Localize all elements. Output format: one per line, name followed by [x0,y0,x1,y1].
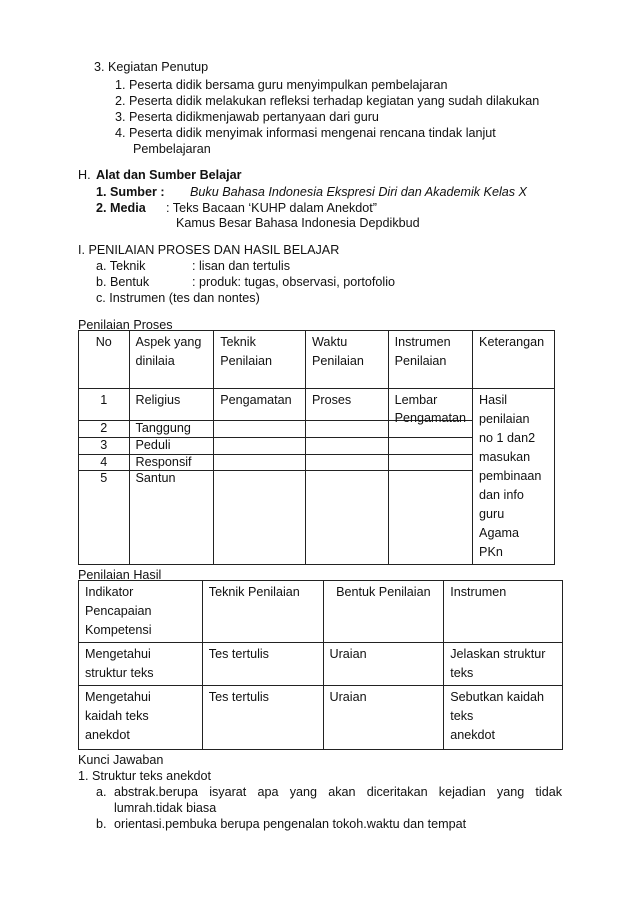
kunci-title: Kunci Jawaban [78,753,164,767]
header-keterangan: Keterangan [473,331,555,389]
hasil-header-row [79,581,563,643]
section-h-title: Alat dan Sumber Belajar [96,168,242,182]
row-empty [388,437,472,454]
row-empty [214,454,306,471]
penutup-heading: 3. Kegiatan Penutup [94,60,209,74]
header-teknik-penilaian: Teknik Penilaian [202,581,323,643]
cell-teknik: Tes tertulis [202,686,323,750]
sumber-value: Buku Bahasa Indonesia Ekspresi Diri dan Akademik Kelas X [190,185,527,199]
header-indikator: Indikator Pencapaian Kompetensi [79,581,203,643]
row-empty [306,454,389,471]
header-aspek: Aspek yang dinilaia [129,331,214,389]
penutup-item-1: 1. Peserta didik bersama guru menyimpulkan pembelajaran [115,78,448,92]
row-no: 1 [79,389,130,421]
penutup-item-4: 4. Peserta didik menyimak informasi mengenai rencana tindak lanjut [115,126,496,140]
penutup-item-3: 3. Peserta didikmenjawab pertanyaan dari guru [115,110,379,124]
penutup-item-2: 2. Peserta didik melakukan refleksi terhadap kegiatan yang sudah dilakukan [115,94,540,108]
sumber-label: 1. Sumber : [96,185,165,199]
instrumen-item: c. Instrumen (tes dan nontes) [96,291,260,305]
proses-table [78,330,555,565]
header-instrumen: Instrumen Penilaian [388,331,472,389]
cell-instrumen: Sebutkan kaidah teks anekdot [444,686,563,750]
proses-caption: Penilaian Proses [78,318,173,332]
section-h-letter: H. [78,168,91,182]
hasil-table [78,580,563,750]
media-value-2: Kamus Besar Bahasa Indonesia Depdikbud [176,216,420,230]
cell-bentuk: Uraian [323,686,444,750]
row-instrumen: Lembar Pengamatan [388,389,472,421]
header-teknik: Teknik Penilaian [214,331,306,389]
teknik-value: : lisan dan tertulis [192,259,291,273]
cell-indikator: Mengetahui kaidah teks anekdot [79,686,203,750]
cell-indikator: Mengetahui struktur teks [79,643,203,686]
table-row [79,643,563,686]
media-label: 2. Media [96,201,146,215]
row-teknik: Pengamatan [214,389,306,421]
row-no: 3 [79,437,130,454]
cell-bentuk: Uraian [323,643,444,686]
row-empty [214,437,306,454]
table-row [79,686,563,750]
kunci-b-label: b. [96,817,107,831]
row-aspek: Responsif [129,454,214,471]
row-empty [388,454,472,471]
kunci-a-label: a. [96,785,107,799]
header-instrumen: Instrumen [444,581,563,643]
row-no: 4 [79,454,130,471]
keterangan-cell: Hasil penilaian no 1 dan2 masukan pembinaan dan info guru Agama PKn [473,389,555,565]
cell-instrumen: Jelaskan struktur teks [444,643,563,686]
row-empty [214,421,306,438]
row-empty [214,471,306,565]
bentuk-value: : produk: tugas, observasi, portofolio [192,275,396,289]
header-bentuk-penilaian: Bentuk Penilaian [323,581,444,643]
row-no: 5 [79,471,130,565]
row-waktu: Proses [306,389,389,421]
kunci-item-1: 1. Struktur teks anekdot [78,769,212,783]
header-waktu: Waktu Penilaian [306,331,389,389]
header-no: No [79,331,130,389]
row-aspek: Peduli [129,437,214,454]
penutup-item-4-continuation: Pembelajaran [133,142,211,156]
proses-header-row [79,331,555,389]
row-empty [306,471,389,565]
row-no: 2 [79,421,130,438]
kunci-a-continuation: lumrah.tidak biasa [114,801,217,815]
row-empty [306,437,389,454]
section-i-title: I. PENILAIAN PROSES DAN HASIL BELAJAR [78,243,340,257]
kunci-a-text: abstrak.berupa isyarat apa yang akan diceritakan kejadian yang tidak [114,785,562,799]
bentuk-label: b. Bentuk [96,275,150,289]
row-empty [388,471,472,565]
row-aspek: Tanggung [129,421,214,438]
cell-teknik: Tes tertulis [202,643,323,686]
hasil-caption: Penilaian Hasil [78,568,162,582]
table-row [79,389,555,421]
teknik-label: a. Teknik [96,259,146,273]
row-empty [306,421,389,438]
row-aspek: Santun [129,471,214,565]
row-aspek: Religius [129,389,214,421]
kunci-b-text: orientasi.pembuka berupa pengenalan tokoh.waktu dan tempat [114,817,467,831]
media-value: : Teks Bacaan ‘KUHP dalam Anekdot” [166,201,377,215]
